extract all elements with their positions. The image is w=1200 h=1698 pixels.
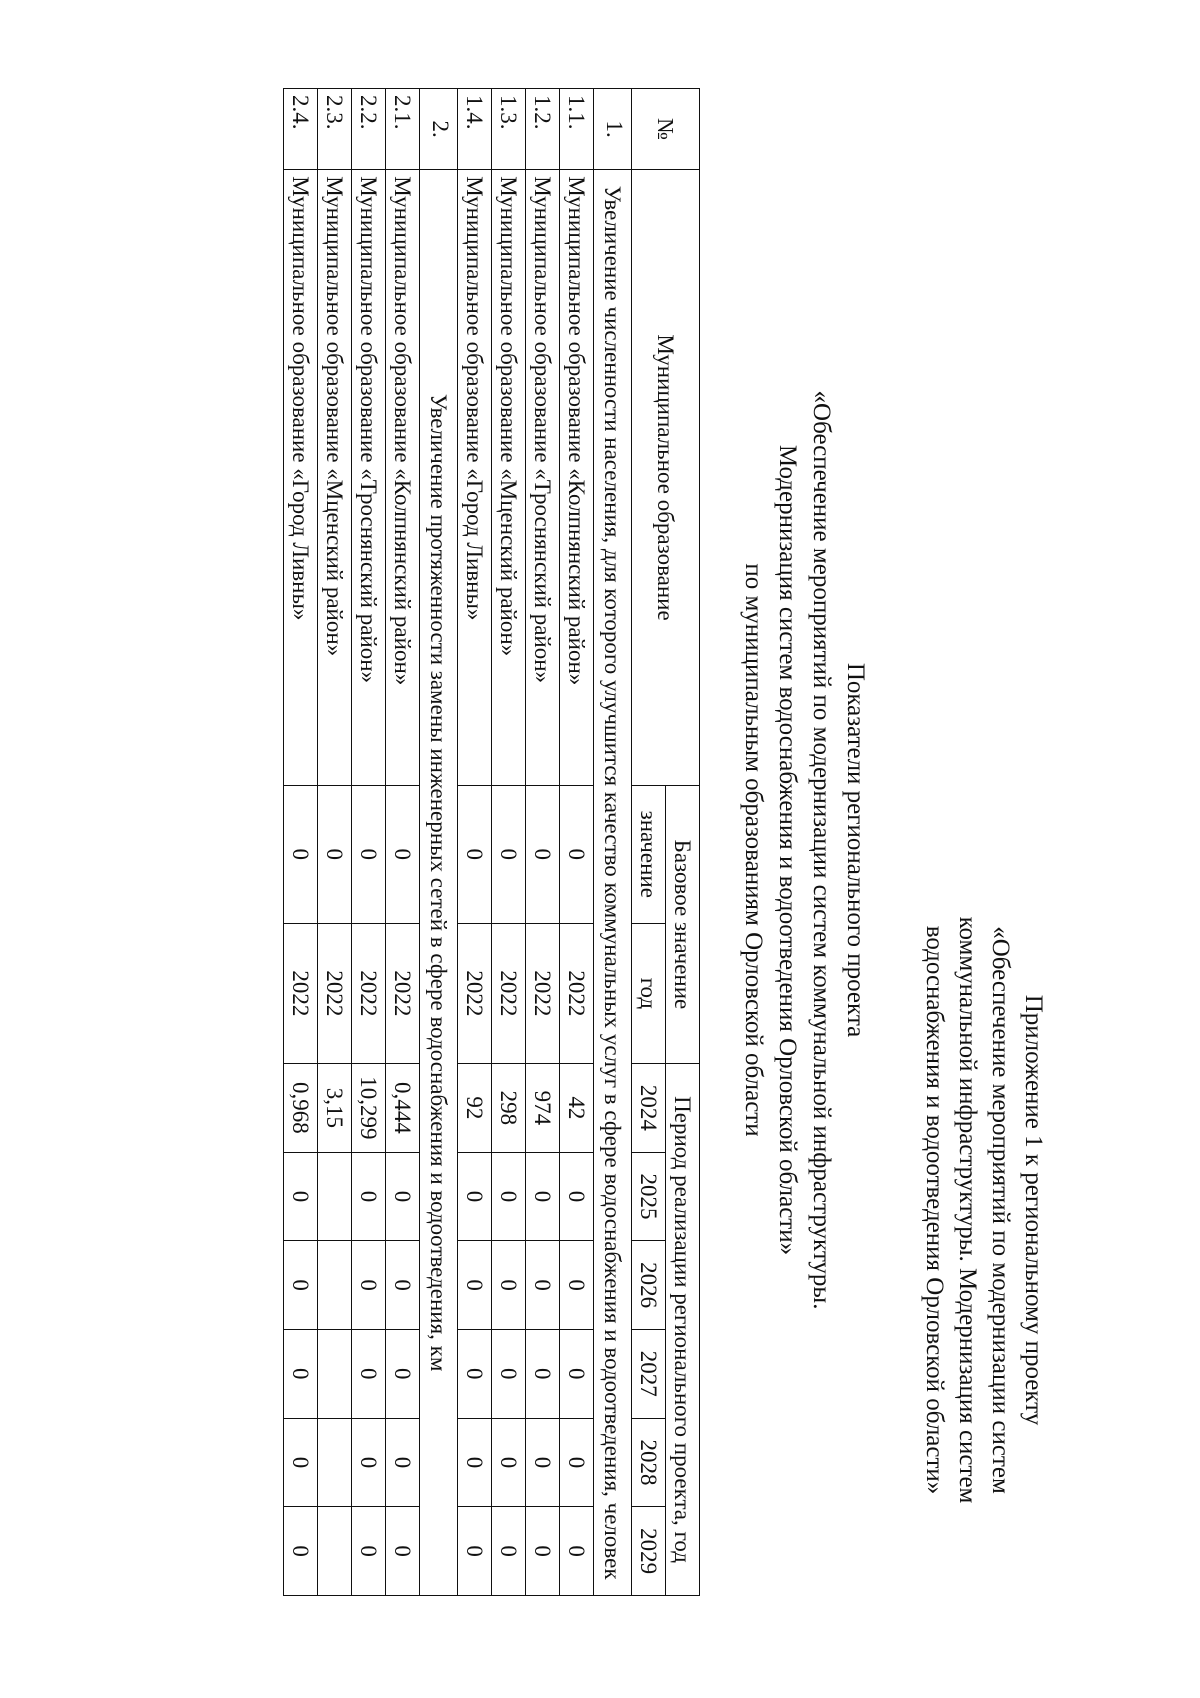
row-base-value: 0 [284,785,318,923]
table-row [492,89,526,1596]
row-value: 0 [492,1418,526,1507]
row-value: 0 [526,1418,560,1507]
row-value: 0 [352,1329,386,1418]
row-value: 0 [352,1507,386,1596]
row-value: 298 [492,1064,526,1153]
row-value [318,1418,352,1507]
row-value: 0 [560,1241,594,1330]
row-value: 0,968 [284,1064,318,1153]
row-base-value: 0 [458,785,492,923]
header-year: 2025 [632,1152,666,1241]
row-value: 0 [352,1241,386,1330]
row-num: 1.3. [492,89,526,170]
row-value: 0 [386,1241,420,1330]
table-row [560,89,594,1596]
row-value: 0 [386,1329,420,1418]
row-value: 0 [492,1329,526,1418]
row-base-year: 2022 [458,923,492,1063]
row-municipality: Муниципальное образование «Колпнянский район» [386,170,420,786]
row-value: 974 [526,1064,560,1153]
row-base-value: 0 [560,785,594,923]
section-num: 1. [594,89,632,170]
header-year: 2026 [632,1241,666,1330]
section-row [420,89,458,1596]
row-municipality: Муниципальное образование «Троснянский район» [352,170,386,786]
row-value: 0 [560,1507,594,1596]
table-row [386,89,420,1596]
row-value: 0 [284,1241,318,1330]
row-value: 0 [526,1241,560,1330]
title-line: «Обеспечение мероприятий по модернизации систем коммунальной инфраструктуры. [808,390,835,1310]
row-value: 0 [492,1507,526,1596]
row-value: 0 [526,1152,560,1241]
header-row [666,89,700,1596]
appendix-line: коммунальной инфраструктуры. Модернизация систем [954,916,981,1504]
header-base-year: год [632,923,666,1063]
table-row [318,89,352,1596]
section-title: Увеличение численности населения, для которого улучшится качество коммунальных услуг в сфере водоснабжения и водоотведения, человек [594,170,632,1596]
row-value: 0 [458,1418,492,1507]
header-base-value: значение [632,785,666,923]
row-base-year: 2022 [352,923,386,1063]
row-value: 0 [492,1241,526,1330]
table-row [284,89,318,1596]
row-value [318,1507,352,1596]
row-base-year: 2022 [386,923,420,1063]
row-num: 1.2. [526,89,560,170]
row-value: 0 [386,1152,420,1241]
row-value [318,1152,352,1241]
row-municipality: Муниципальное образование «Мценский район» [492,170,526,786]
row-value: 0 [352,1418,386,1507]
header-num: № [632,89,700,170]
row-base-value: 0 [526,785,560,923]
row-value: 0 [284,1418,318,1507]
title-line: по муниципальным образованиям Орловской области [740,563,767,1137]
row-value: 0 [492,1152,526,1241]
section-title: Увеличение протяженности замены инженерных сетей в сфере водоснабжения и водоотведения, км [420,170,458,1596]
title-line: Показатели регионального проекта [842,662,869,1038]
row-base-year: 2022 [318,923,352,1063]
row-base-value: 0 [352,785,386,923]
row-num: 2.3. [318,89,352,170]
row-base-year: 2022 [560,923,594,1063]
appendix-note [918,820,1050,1600]
row-value: 0 [458,1152,492,1241]
row-value: 0 [526,1329,560,1418]
row-municipality: Муниципальное образование «Троснянский район» [526,170,560,786]
row-base-year: 2022 [492,923,526,1063]
row-value [318,1329,352,1418]
row-value: 0 [284,1507,318,1596]
document-title [736,170,872,1530]
header-year: 2029 [632,1507,666,1596]
row-municipality: Муниципальное образование «Колпнянский район» [560,170,594,786]
row-value: 42 [560,1064,594,1153]
row-value: 0 [386,1507,420,1596]
row-num: 1.4. [458,89,492,170]
title-line: Модернизация систем водоснабжения и водоотведения Орловской области» [774,444,801,1256]
row-value: 3,15 [318,1064,352,1153]
row-value: 0 [560,1418,594,1507]
header-base: Базовое значение [666,785,700,1063]
row-value: 0 [458,1329,492,1418]
appendix-line: водоснабжения и водоотведения Орловской области» [921,925,948,1495]
row-base-value: 0 [386,785,420,923]
row-num: 2.2. [352,89,386,170]
header-period: Период реализации регионального проекта, год [666,1064,700,1596]
row-base-value: 0 [492,785,526,923]
header-municipality: Муниципальное образование [632,170,700,786]
row-value: 0 [386,1418,420,1507]
row-value [318,1241,352,1330]
indicators-table [283,88,700,1596]
row-value: 0 [458,1507,492,1596]
appendix-line: «Обеспечение мероприятий по модернизации систем [987,926,1014,1494]
row-base-year: 2022 [284,923,318,1063]
row-num: 2.1. [386,89,420,170]
table-row [526,89,560,1596]
row-value: 0 [284,1152,318,1241]
row-municipality: Муниципальное образование «Город Ливны» [458,170,492,786]
row-value: 0 [284,1329,318,1418]
row-value: 0 [560,1152,594,1241]
row-value: 0 [458,1241,492,1330]
header-year: 2028 [632,1418,666,1507]
section-num: 2. [420,89,458,170]
row-num: 1.1. [560,89,594,170]
header-year: 2027 [632,1329,666,1418]
row-municipality: Муниципальное образование «Мценский район» [318,170,352,786]
row-municipality: Муниципальное образование «Город Ливны» [284,170,318,786]
table-row [458,89,492,1596]
table-row [352,89,386,1596]
row-value: 10,299 [352,1064,386,1153]
row-num: 2.4. [284,89,318,170]
header-year: 2024 [632,1064,666,1153]
row-value: 0 [526,1507,560,1596]
appendix-line: Приложение 1 к региональному проекту [1020,994,1047,1426]
row-value: 92 [458,1064,492,1153]
row-value: 0 [560,1329,594,1418]
row-value: 0 [352,1152,386,1241]
row-base-year: 2022 [526,923,560,1063]
row-value: 0,444 [386,1064,420,1153]
row-base-value: 0 [318,785,352,923]
section-row [594,89,632,1596]
